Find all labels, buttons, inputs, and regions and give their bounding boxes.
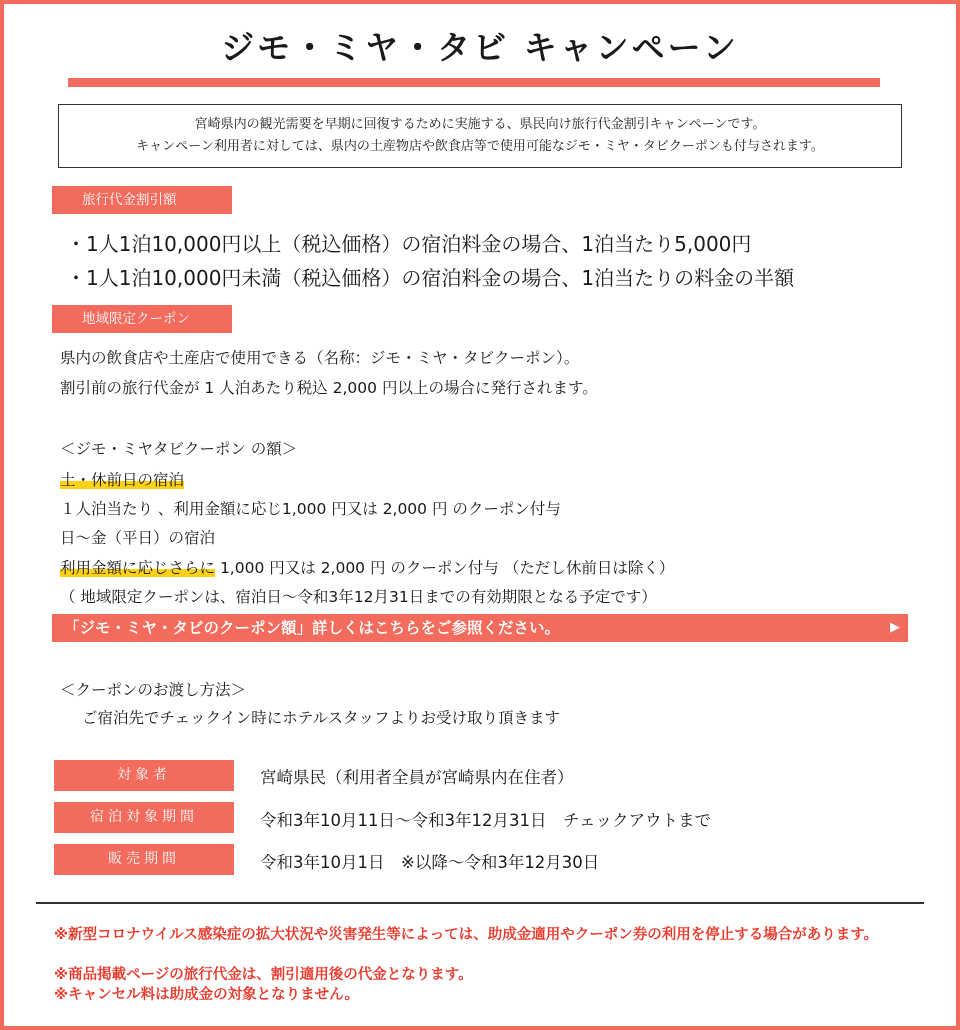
weekday-detail: 1,000 円又は 2,000 円 のクーポン付与 （ただし休前日は除く） — [215, 559, 675, 577]
weekday-detail-line — [60, 556, 674, 578]
note-3: ※キャンセル料は助成金の対象となりません。 — [54, 987, 359, 1003]
coupon-validity: （ 地域限定クーポンは、宿泊日～令和3年12月31日までの有効期限となる予定です） — [60, 588, 657, 606]
coupon-desc-1: 県内の飲食店や土産店で使用できる（名称：ジモ・ミヤ・タビクーポン）。 — [60, 349, 580, 367]
play-arrow-icon: ▶ — [890, 620, 900, 635]
discount-bullet-1: ・1人1泊10,000円以上（税込価格）の宿泊料金の場合、1泊当たり5,000円 — [66, 232, 752, 256]
coupon-desc-2: 割引前の旅行代金が 1 人泊あたり税込 2,000 円以上の場合に発行されます。 — [60, 379, 598, 397]
title-underline — [68, 78, 880, 87]
handover-heading: ＜クーポンのお渡し方法＞ — [60, 681, 247, 699]
weekend-detail: １人泊当たり 、利用金額に応じ1,000 円又は 2,000 円 のクーポン付与 — [60, 500, 561, 518]
handover-detail: ご宿泊先でチェックイン時にホテルスタッフよりお受け取り頂きます — [82, 709, 561, 727]
period-value: 令和3年10月11日～令和3年12月31日 チェックアウトまで — [260, 811, 711, 830]
weekend-heading — [60, 468, 184, 490]
period-label: 宿泊対象期間 — [54, 802, 234, 833]
intro-line-1: 宮崎県内の観光需要を早期に回復するために実施する、県民向け旅行代金割引キャンペーンです。 — [194, 117, 766, 132]
coupon-amount-heading: ＜ジモ・ミヤタビクーポン の額＞ — [60, 440, 298, 458]
coupon-details-link-label: 「ジモ・ミヤ・タビのクーポン額」詳しくはこちらをご参照ください。 — [64, 619, 561, 637]
intro-box — [58, 104, 902, 168]
weekday-heading: 日～金（平日）の宿泊 — [60, 529, 216, 547]
note-2: ※商品掲載ページの旅行代金は、割引適用後の代金となります。 — [54, 967, 473, 983]
page-title: ジモ・ミヤ・タビ キャンペーン — [221, 28, 739, 67]
weekday-highlight: 利用金額に応じさらに — [60, 559, 216, 577]
discount-bullet-2: ・1人1泊10,000円未満（税込価格）の宿泊料金の場合、1泊当たりの料金の半額 — [66, 266, 795, 290]
target-label: 対象者 — [54, 760, 234, 791]
weekend-heading-text: 土・休前日の宿泊 — [60, 471, 185, 489]
intro-line-2: キャンペーン利用者に対しては、県内の土産物店や飲食店等で使用可能なジモ・ミヤ・タビクーポンも付与されます。 — [136, 139, 824, 154]
discount-tag: 旅行代金割引額 — [52, 186, 232, 214]
target-value: 宮崎県民（利用者全員が宮崎県内在住者） — [260, 768, 574, 787]
coupon-details-link[interactable] — [52, 614, 908, 642]
divider — [36, 902, 924, 904]
coupon-tag: 地域限定クーポン — [52, 305, 232, 333]
sales-value: 令和3年10月1日 ※以降～令和3年12月30日 — [260, 853, 600, 872]
sales-label: 販売期間 — [54, 844, 234, 875]
note-1: ※新型コロナウイルス感染症の拡大状況や災害発生等によっては、助成金適用やクーポン券の利用を停止する場合があります。 — [54, 927, 879, 943]
